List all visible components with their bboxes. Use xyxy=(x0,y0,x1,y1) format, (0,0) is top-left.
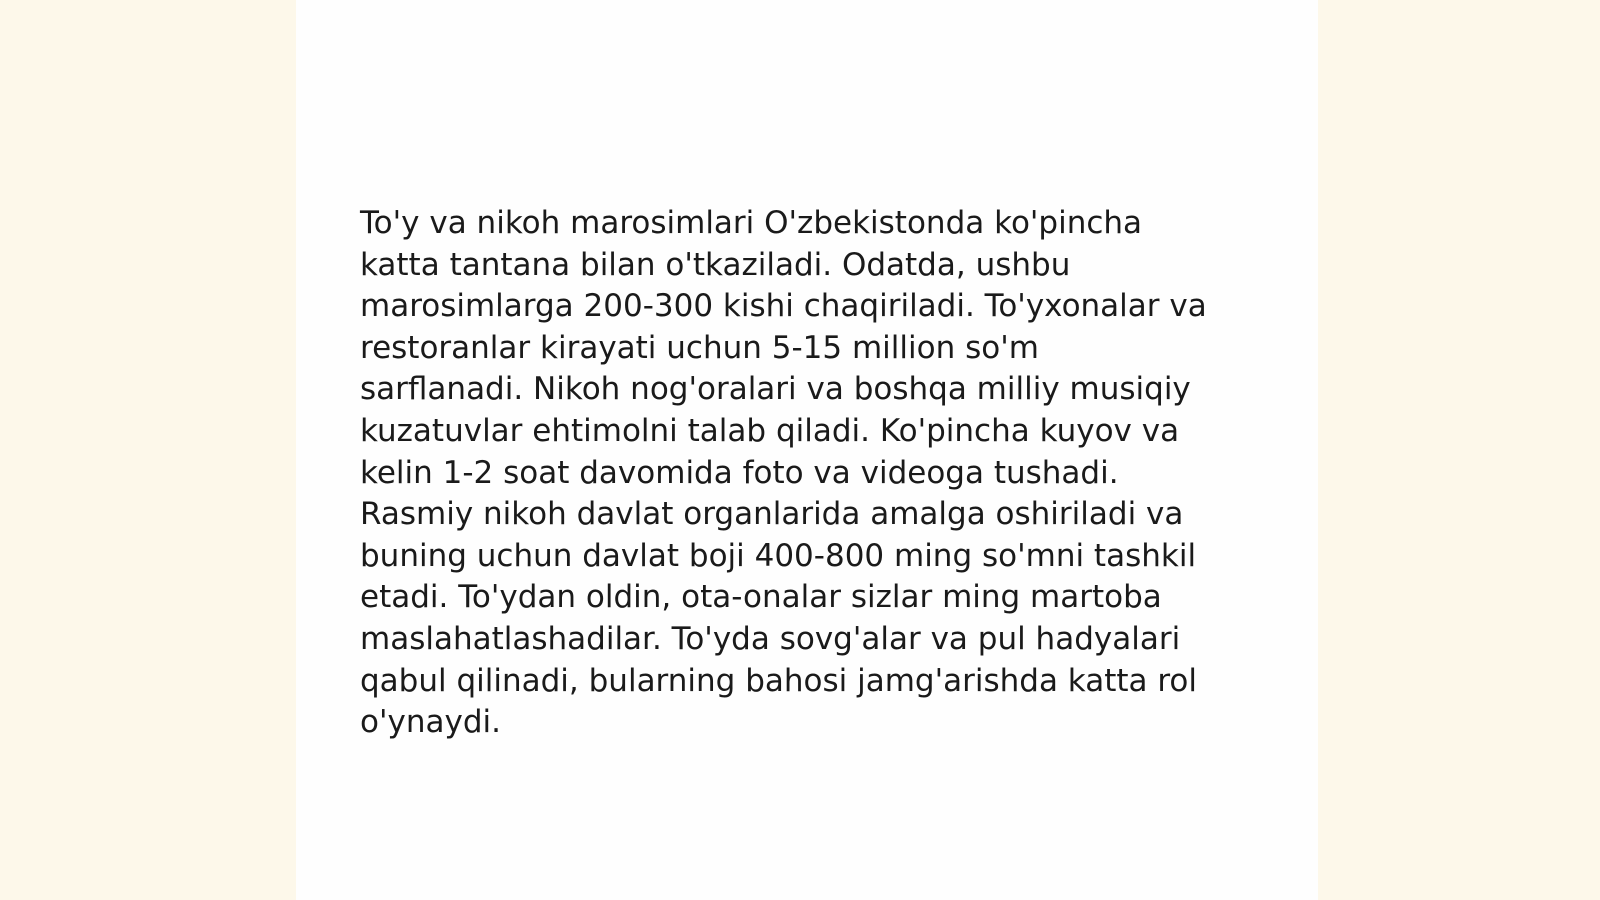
paragraph-line: kuzatuvlar ehtimolni talab qiladi. Ko'pincha kuyov va xyxy=(360,412,1180,449)
paragraph-line: o'ynaydi. xyxy=(360,704,501,741)
document-page xyxy=(296,0,1318,900)
paragraph-line: sarflanadi. Nikoh nog'oralari va boshqa milliy musiqiy xyxy=(360,371,1191,408)
paragraph-line: Rasmiy nikoh davlat organlarida amalga oshiriladi va xyxy=(360,496,1184,533)
paragraph-line: kelin 1-2 soat davomida foto va videoga tushadi. xyxy=(360,454,1119,491)
paragraph-line: katta tantana bilan o'tkaziladi. Odatda, ushbu xyxy=(360,246,1071,283)
paragraph-line: maslahatlashadilar. To'yda sovg'alar va pul hadyalari xyxy=(360,620,1181,657)
paragraph-line: etadi. To'ydan oldin, ota-onalar sizlar ming martoba xyxy=(360,579,1162,616)
body-paragraph xyxy=(360,203,1260,744)
paragraph-line: buning uchun davlat boji 400-800 ming so'mni tashkil xyxy=(360,537,1197,574)
paragraph-line: restoranlar kirayati uchun 5-15 million so'm xyxy=(360,329,1039,366)
paragraph-line: To'y va nikoh marosimlari O'zbekistonda ko'pincha xyxy=(360,205,1143,241)
paragraph-line: qabul qilinadi, bularning bahosi jamg'arishda katta rol xyxy=(360,662,1197,699)
paragraph-line: marosimlarga 200-300 kishi chaqiriladi. To'yxonalar va xyxy=(360,288,1207,325)
